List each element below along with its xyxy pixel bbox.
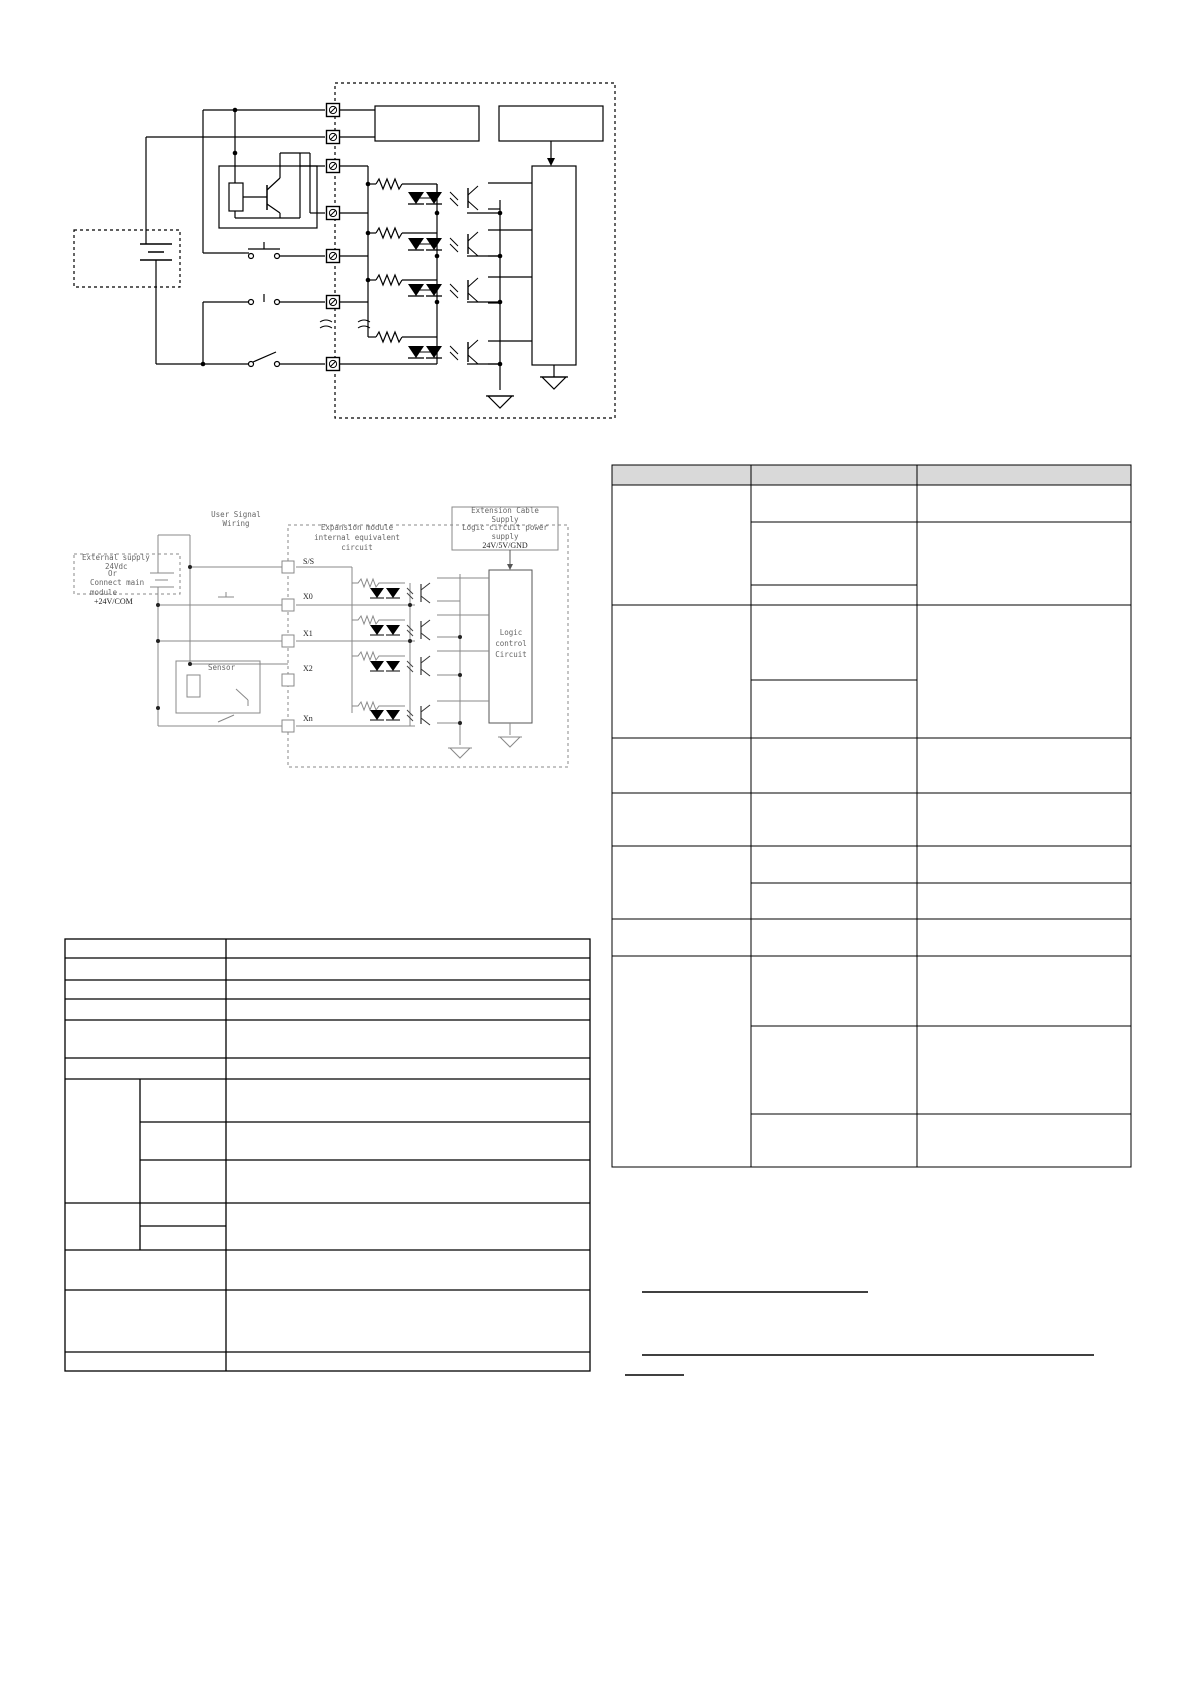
spec-table-left [65,939,590,1371]
terminal-icon [327,358,340,371]
terminal-icon [327,296,340,309]
wiring-diagram-top [74,83,615,418]
module-boundary [335,83,615,418]
optocoupler-x1 [370,620,430,640]
ground-icon [498,737,522,747]
terminals-expansion [282,561,294,732]
sensor-box [219,166,317,228]
optocoupler-x2 [370,656,430,676]
logic-power-label: Logic circuit power supply [462,523,548,541]
input-row-4 [368,332,437,342]
terminal-label-xn: Xn [303,714,313,723]
optocoupler-x0 [370,583,430,603]
input-row-1 [368,179,437,213]
optocoupler-xn [370,705,430,725]
supply-terminal-label: +24V/COM [94,597,133,606]
optocoupler-2 [408,232,478,256]
input-row-3 [368,275,437,285]
top-block-right [499,106,603,141]
terminal-label-x2: X2 [303,664,313,673]
external-supply-label: External supply 24Vdc Or Connect main module [82,553,150,597]
optocoupler-1 [408,186,478,210]
junction-dots-2 [156,565,462,725]
junction-dots [201,108,503,367]
terminal-label-ss: S/S [303,557,315,566]
sensor-label: Sensor [208,663,236,672]
user-signal-label: User Signal Wiring [211,510,261,528]
optocoupler-4 [408,340,478,364]
terminal-icon [327,131,340,144]
optocoupler-3 [408,278,478,302]
terminal-label-x0: X0 [303,592,313,601]
ground-icon [448,748,472,758]
underlines [625,1292,1094,1375]
terminal-icon [327,160,340,173]
expansion-module-label: Expansion module internal equivalent circuit [314,523,400,552]
terminal-icon [327,250,340,263]
terminal-label-x1: X1 [303,629,313,638]
ground-icon [540,377,568,389]
ground-icon [486,396,514,408]
logic-voltage-label: 24V/5V/GND [482,541,528,550]
external-supply-box [74,230,180,287]
spec-table-right [612,465,1131,1167]
logic-block [532,166,576,365]
input-row-2 [368,228,437,238]
extension-cable-label: Extension Cable Supply [471,506,539,524]
terminal-icon [327,207,340,220]
logic-control-label: Logic control Circuit [495,628,527,659]
terminal-icon [327,104,340,117]
top-block-left [375,106,479,141]
